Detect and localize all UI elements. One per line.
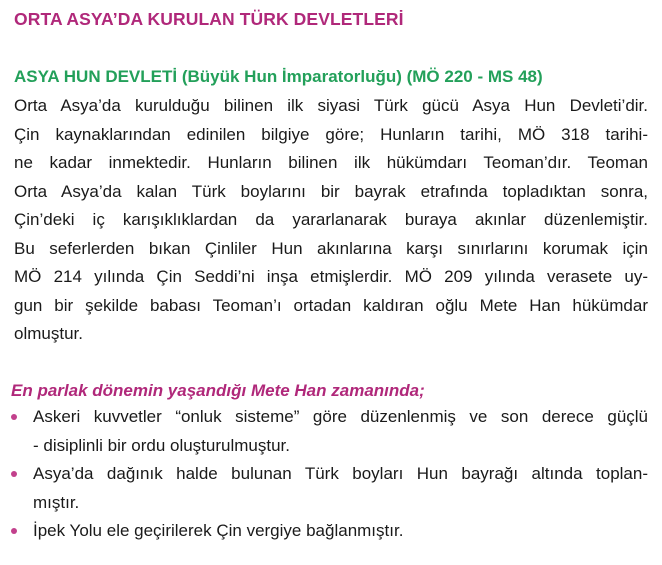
paragraph-line: Orta Asya’da kurulduğu bilinen ilk siyasi Türk gücü Asya Hun Devleti’dir. [14, 96, 648, 115]
paragraph-line: ne kadar inmektedir. Hunların bilinen ilk hükümdarı Teoman’dır. Teoman [14, 153, 648, 172]
section-title: ASYA HUN DEVLETİ (Büyük Hun İmparatorluğu) (MÖ 220 - MS 48) [14, 67, 543, 86]
paragraph-line: Orta Asya’da kalan Türk boylarını bir bayrak etrafında topladıktan sonra, [14, 181, 648, 201]
list-item-line: - disiplinli bir ordu oluşturulmuştur. [33, 435, 290, 455]
paragraph-line: olmuştur. [14, 324, 83, 343]
body-paragraph [14, 92, 648, 349]
page-title: ORTA ASYA’DA KURULAN TÜRK DEVLETLERİ [14, 9, 404, 29]
list-item-line: Askeri kuvvetler “onluk sisteme” göre düzenlenmiş ve son derece güçlü [33, 407, 648, 426]
bullet-icon [11, 528, 17, 534]
paragraph-line: Çin kaynaklarından edinilen bilgiye göre; Hunların tarihi, MÖ 318 tarihi- [14, 124, 648, 144]
paragraph-line: gun bir şekilde babası Teoman’ı ortadan kaldıran oğlu Mete Han hükümdar [14, 295, 648, 315]
bullet-icon [11, 471, 17, 477]
list-item-line: İpek Yolu ele geçirilerek Çin vergiye bağlanmıştır. [33, 521, 404, 540]
list-item [0, 517, 662, 546]
list-title: En parlak dönemin yaşandığı Mete Han zamanında; [11, 381, 425, 400]
list-item-line: Asya’da dağınık halde bulunan Türk boyları Hun bayrağı altında toplan- [33, 464, 648, 483]
paragraph-line: Çin’deki iç karışıklıklardan da yararlanarak buraya akınlar düzenlemiştir. [14, 210, 648, 229]
list-item [0, 403, 662, 460]
bullet-list [0, 403, 662, 546]
list-item [0, 460, 662, 517]
paragraph-line: Bu seferlerden bıkan Çinliler Hun akınlarına karşı sınırlarını korumak için [14, 238, 648, 258]
bullet-icon [11, 414, 17, 420]
list-item-line: mıştır. [33, 492, 80, 512]
paragraph-line: MÖ 214 yılında Çin Seddi’ni inşa etmişlerdir. MÖ 209 yılında verasete uy- [14, 267, 648, 286]
